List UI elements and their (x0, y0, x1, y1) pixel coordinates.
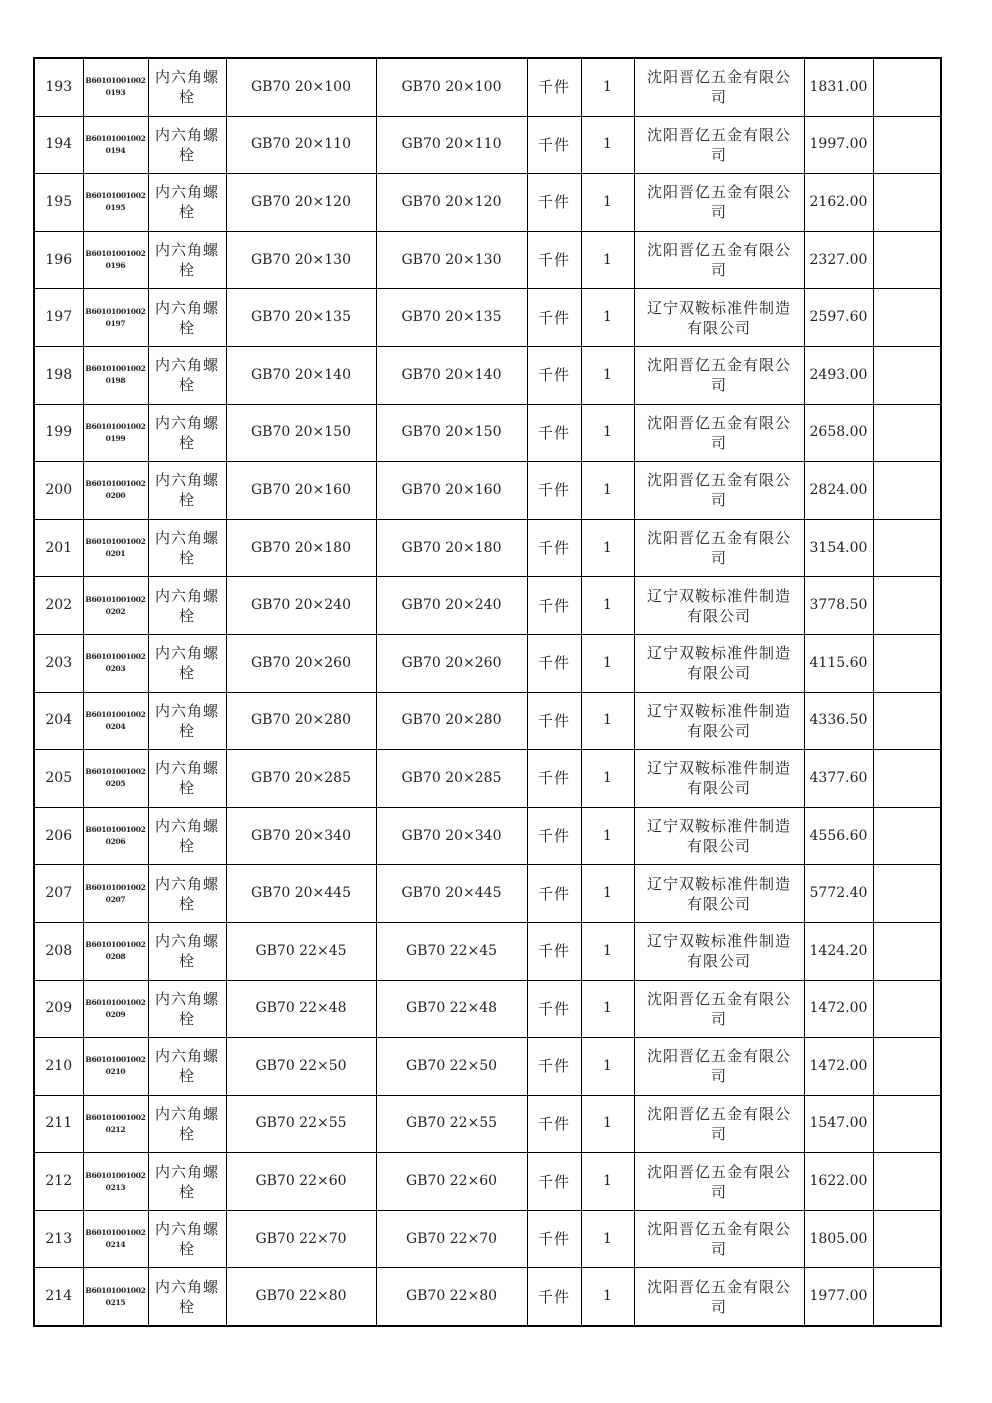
quantity: 1 (581, 174, 634, 232)
quantity: 1 (581, 116, 634, 174)
table-row (34, 1210, 941, 1268)
material-code: B601010010020213 (83, 1153, 148, 1211)
quantity: 1 (581, 1038, 634, 1096)
supplier: 沈阳晋亿五金有限公司 (634, 519, 804, 577)
table-row (34, 1153, 941, 1211)
material-code: B601010010020209 (83, 980, 148, 1038)
table-row (34, 519, 941, 577)
model: GB70 20×120 (376, 174, 527, 232)
material-name: 内六角螺栓 (148, 346, 226, 404)
unit-price: 4556.60 (804, 807, 873, 865)
supplier: 沈阳晋亿五金有限公司 (634, 58, 804, 116)
material-code: B601010010020201 (83, 519, 148, 577)
unit: 千件 (527, 1210, 581, 1268)
remarks (873, 289, 941, 347)
table-row (34, 634, 941, 692)
unit-price: 2597.60 (804, 289, 873, 347)
remarks (873, 116, 941, 174)
material-code: B601010010020198 (83, 346, 148, 404)
material-name: 内六角螺栓 (148, 750, 226, 808)
material-name: 内六角螺栓 (148, 462, 226, 520)
material-name: 内六角螺栓 (148, 1095, 226, 1153)
row-number: 203 (34, 634, 83, 692)
material-code: B601010010020212 (83, 1095, 148, 1153)
material-name: 内六角螺栓 (148, 634, 226, 692)
specification: GB70 20×140 (226, 346, 376, 404)
table-row (34, 807, 941, 865)
material-name: 内六角螺栓 (148, 58, 226, 116)
supplier: 沈阳晋亿五金有限公司 (634, 980, 804, 1038)
row-number: 204 (34, 692, 83, 750)
specification: GB70 22×55 (226, 1095, 376, 1153)
model: GB70 20×135 (376, 289, 527, 347)
model: GB70 22×45 (376, 922, 527, 980)
material-code: B601010010020194 (83, 116, 148, 174)
specification: GB70 20×285 (226, 750, 376, 808)
row-number: 213 (34, 1210, 83, 1268)
row-number: 194 (34, 116, 83, 174)
row-number: 209 (34, 980, 83, 1038)
material-name: 内六角螺栓 (148, 231, 226, 289)
material-name: 内六角螺栓 (148, 577, 226, 635)
material-name: 内六角螺栓 (148, 116, 226, 174)
remarks (873, 1095, 941, 1153)
material-name: 内六角螺栓 (148, 289, 226, 347)
material-code: B601010010020214 (83, 1210, 148, 1268)
remarks (873, 980, 941, 1038)
supplier: 辽宁双鞍标准件制造有限公司 (634, 807, 804, 865)
unit-price: 2493.00 (804, 346, 873, 404)
unit: 千件 (527, 1095, 581, 1153)
model: GB70 22×80 (376, 1268, 527, 1326)
quantity: 1 (581, 1268, 634, 1326)
quantity: 1 (581, 346, 634, 404)
table-row (34, 692, 941, 750)
table-row (34, 462, 941, 520)
unit-price: 1472.00 (804, 980, 873, 1038)
material-name: 内六角螺栓 (148, 1153, 226, 1211)
unit-price: 2327.00 (804, 231, 873, 289)
material-code: B601010010020203 (83, 634, 148, 692)
quantity: 1 (581, 1153, 634, 1211)
supplier: 辽宁双鞍标准件制造有限公司 (634, 577, 804, 635)
model: GB70 20×180 (376, 519, 527, 577)
unit: 千件 (527, 807, 581, 865)
model: GB70 20×150 (376, 404, 527, 462)
table-row (34, 116, 941, 174)
row-number: 198 (34, 346, 83, 404)
specification: GB70 22×48 (226, 980, 376, 1038)
material-name: 内六角螺栓 (148, 865, 226, 923)
unit-price: 1547.00 (804, 1095, 873, 1153)
table-row (34, 865, 941, 923)
unit-price: 1977.00 (804, 1268, 873, 1326)
table-row (34, 980, 941, 1038)
quantity: 1 (581, 231, 634, 289)
specification: GB70 22×60 (226, 1153, 376, 1211)
quantity: 1 (581, 692, 634, 750)
quantity: 1 (581, 750, 634, 808)
table-row (34, 231, 941, 289)
row-number: 206 (34, 807, 83, 865)
row-number: 207 (34, 865, 83, 923)
table-row (34, 58, 941, 116)
unit-price: 4115.60 (804, 634, 873, 692)
table-row (34, 174, 941, 232)
material-code: B601010010020207 (83, 865, 148, 923)
material-name: 内六角螺栓 (148, 807, 226, 865)
unit: 千件 (527, 231, 581, 289)
remarks (873, 922, 941, 980)
model: GB70 22×50 (376, 1038, 527, 1096)
model: GB70 20×100 (376, 58, 527, 116)
specification: GB70 22×70 (226, 1210, 376, 1268)
supplier: 沈阳晋亿五金有限公司 (634, 346, 804, 404)
supplier: 沈阳晋亿五金有限公司 (634, 1153, 804, 1211)
supplier: 沈阳晋亿五金有限公司 (634, 1095, 804, 1153)
remarks (873, 174, 941, 232)
unit-price: 1622.00 (804, 1153, 873, 1211)
remarks (873, 58, 941, 116)
specification: GB70 20×340 (226, 807, 376, 865)
quantity: 1 (581, 1210, 634, 1268)
quantity: 1 (581, 577, 634, 635)
specification: GB70 20×445 (226, 865, 376, 923)
remarks (873, 750, 941, 808)
unit: 千件 (527, 462, 581, 520)
supplier: 沈阳晋亿五金有限公司 (634, 1268, 804, 1326)
specification: GB70 20×120 (226, 174, 376, 232)
model: GB70 20×240 (376, 577, 527, 635)
unit-price: 4336.50 (804, 692, 873, 750)
unit-price: 2658.00 (804, 404, 873, 462)
material-code: B601010010020215 (83, 1268, 148, 1326)
material-code: B601010010020206 (83, 807, 148, 865)
model: GB70 22×55 (376, 1095, 527, 1153)
specification: GB70 20×260 (226, 634, 376, 692)
material-code: B601010010020210 (83, 1038, 148, 1096)
supplier: 辽宁双鞍标准件制造有限公司 (634, 692, 804, 750)
model: GB70 20×140 (376, 346, 527, 404)
unit: 千件 (527, 404, 581, 462)
quantity: 1 (581, 58, 634, 116)
supplier: 辽宁双鞍标准件制造有限公司 (634, 750, 804, 808)
supplier: 沈阳晋亿五金有限公司 (634, 231, 804, 289)
specification: GB70 20×180 (226, 519, 376, 577)
unit-price: 5772.40 (804, 865, 873, 923)
remarks (873, 404, 941, 462)
model: GB70 20×260 (376, 634, 527, 692)
unit: 千件 (527, 116, 581, 174)
supplier: 沈阳晋亿五金有限公司 (634, 116, 804, 174)
model: GB70 20×445 (376, 865, 527, 923)
specification: GB70 20×130 (226, 231, 376, 289)
remarks (873, 231, 941, 289)
supplier: 沈阳晋亿五金有限公司 (634, 1210, 804, 1268)
quantity: 1 (581, 519, 634, 577)
material-name: 内六角螺栓 (148, 922, 226, 980)
unit: 千件 (527, 980, 581, 1038)
model: GB70 20×110 (376, 116, 527, 174)
row-number: 202 (34, 577, 83, 635)
unit: 千件 (527, 634, 581, 692)
material-code: B601010010020204 (83, 692, 148, 750)
material-name: 内六角螺栓 (148, 1268, 226, 1326)
specification: GB70 20×240 (226, 577, 376, 635)
remarks (873, 807, 941, 865)
quantity: 1 (581, 634, 634, 692)
remarks (873, 519, 941, 577)
unit-price: 1805.00 (804, 1210, 873, 1268)
material-code: B601010010020197 (83, 289, 148, 347)
specification: GB70 20×280 (226, 692, 376, 750)
unit-price: 3778.50 (804, 577, 873, 635)
unit: 千件 (527, 58, 581, 116)
remarks (873, 692, 941, 750)
material-code: B601010010020193 (83, 58, 148, 116)
remarks (873, 1268, 941, 1326)
table-row (34, 1268, 941, 1326)
unit: 千件 (527, 750, 581, 808)
specification: GB70 20×160 (226, 462, 376, 520)
remarks (873, 462, 941, 520)
supplier: 辽宁双鞍标准件制造有限公司 (634, 865, 804, 923)
specification: GB70 20×100 (226, 58, 376, 116)
table-row (34, 750, 941, 808)
quantity: 1 (581, 462, 634, 520)
unit: 千件 (527, 519, 581, 577)
material-code: B601010010020200 (83, 462, 148, 520)
unit: 千件 (527, 289, 581, 347)
row-number: 200 (34, 462, 83, 520)
model: GB70 22×60 (376, 1153, 527, 1211)
material-name: 内六角螺栓 (148, 1038, 226, 1096)
row-number: 193 (34, 58, 83, 116)
material-code: B601010010020195 (83, 174, 148, 232)
remarks (873, 865, 941, 923)
specification: GB70 22×80 (226, 1268, 376, 1326)
table-row (34, 404, 941, 462)
table-row (34, 577, 941, 635)
material-code: B601010010020208 (83, 922, 148, 980)
unit-price: 2162.00 (804, 174, 873, 232)
unit: 千件 (527, 174, 581, 232)
unit-price: 3154.00 (804, 519, 873, 577)
table-row (34, 289, 941, 347)
material-name: 内六角螺栓 (148, 1210, 226, 1268)
quantity: 1 (581, 807, 634, 865)
unit-price: 1424.20 (804, 922, 873, 980)
supplier: 沈阳晋亿五金有限公司 (634, 174, 804, 232)
model: GB70 22×48 (376, 980, 527, 1038)
quantity: 1 (581, 1095, 634, 1153)
material-code: B601010010020205 (83, 750, 148, 808)
quantity: 1 (581, 922, 634, 980)
specification: GB70 20×150 (226, 404, 376, 462)
row-number: 212 (34, 1153, 83, 1211)
supplier: 辽宁双鞍标准件制造有限公司 (634, 634, 804, 692)
unit-price: 1831.00 (804, 58, 873, 116)
specification: GB70 20×135 (226, 289, 376, 347)
material-code: B601010010020196 (83, 231, 148, 289)
table-row (34, 922, 941, 980)
unit-price: 2824.00 (804, 462, 873, 520)
specification: GB70 22×50 (226, 1038, 376, 1096)
model: GB70 22×70 (376, 1210, 527, 1268)
remarks (873, 577, 941, 635)
quantity: 1 (581, 865, 634, 923)
row-number: 196 (34, 231, 83, 289)
remarks (873, 346, 941, 404)
supplier: 沈阳晋亿五金有限公司 (634, 1038, 804, 1096)
row-number: 205 (34, 750, 83, 808)
remarks (873, 1038, 941, 1096)
unit: 千件 (527, 577, 581, 635)
table-row (34, 1095, 941, 1153)
unit-price: 1472.00 (804, 1038, 873, 1096)
unit: 千件 (527, 692, 581, 750)
table-row (34, 346, 941, 404)
price-table (33, 57, 942, 1327)
row-number: 199 (34, 404, 83, 462)
model: GB70 20×285 (376, 750, 527, 808)
unit: 千件 (527, 1268, 581, 1326)
supplier: 沈阳晋亿五金有限公司 (634, 404, 804, 462)
unit: 千件 (527, 865, 581, 923)
unit: 千件 (527, 922, 581, 980)
row-number: 208 (34, 922, 83, 980)
material-code: B601010010020199 (83, 404, 148, 462)
remarks (873, 634, 941, 692)
row-number: 197 (34, 289, 83, 347)
row-number: 214 (34, 1268, 83, 1326)
material-name: 内六角螺栓 (148, 692, 226, 750)
unit: 千件 (527, 1153, 581, 1211)
unit: 千件 (527, 1038, 581, 1096)
unit-price: 1997.00 (804, 116, 873, 174)
model: GB70 20×280 (376, 692, 527, 750)
model: GB70 20×130 (376, 231, 527, 289)
supplier: 沈阳晋亿五金有限公司 (634, 462, 804, 520)
row-number: 211 (34, 1095, 83, 1153)
remarks (873, 1210, 941, 1268)
row-number: 195 (34, 174, 83, 232)
specification: GB70 22×45 (226, 922, 376, 980)
quantity: 1 (581, 980, 634, 1038)
table-row (34, 1038, 941, 1096)
material-code: B601010010020202 (83, 577, 148, 635)
unit-price: 4377.60 (804, 750, 873, 808)
row-number: 210 (34, 1038, 83, 1096)
model: GB70 20×160 (376, 462, 527, 520)
row-number: 201 (34, 519, 83, 577)
specification: GB70 20×110 (226, 116, 376, 174)
material-name: 内六角螺栓 (148, 980, 226, 1038)
supplier: 辽宁双鞍标准件制造有限公司 (634, 922, 804, 980)
quantity: 1 (581, 404, 634, 462)
unit: 千件 (527, 346, 581, 404)
material-name: 内六角螺栓 (148, 404, 226, 462)
material-name: 内六角螺栓 (148, 519, 226, 577)
remarks (873, 1153, 941, 1211)
model: GB70 20×340 (376, 807, 527, 865)
material-name: 内六角螺栓 (148, 174, 226, 232)
quantity: 1 (581, 289, 634, 347)
supplier: 辽宁双鞍标准件制造有限公司 (634, 289, 804, 347)
